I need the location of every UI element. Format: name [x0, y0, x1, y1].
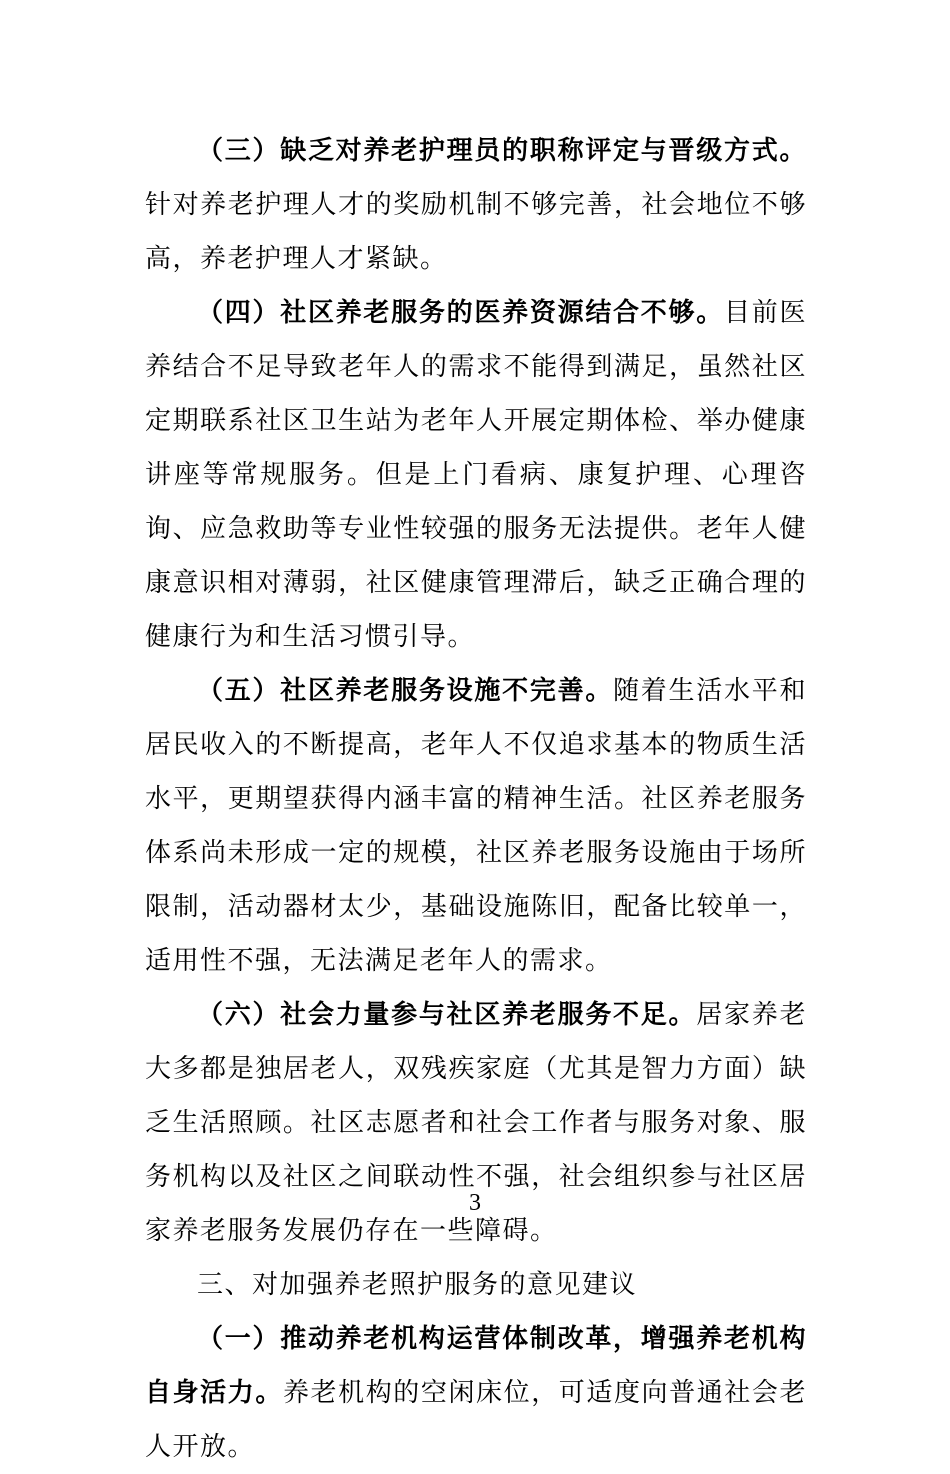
paragraph-5: [145, 664, 807, 988]
paragraph-4-body: 目前医养结合不足导致老年人的需求不能得到满足，虽然社区定期联系社区卫生站为老年人开展定期体检、举办健康讲座等常规服务。但是上门看病、康复护理、心理咨询、应急救助等专业性较强的服务无法提供。老年人健康意识相对薄弱，社区健康管理滞后，缺乏正确合理的健康行为和生活习惯引导。: [145, 298, 807, 652]
paragraph-5-body: 随着生活水平和居民收入的不断提高，老年人不仅追求基本的物质生活水平，更期望获得内涵丰富的精神生活。社区养老服务体系尚未形成一定的规模，社区养老服务设施由于场所限制，活动器材太少，基础设施陈旧，配备比较单一，适用性不强，无法满足老年人的需求。: [145, 676, 807, 976]
page-number: 3: [469, 1190, 481, 1216]
paragraph-4-lead: （四）社区养老服务的医养资源结合不够。: [197, 298, 724, 328]
section-heading: 三、对加强养老照护服务的意见建议: [197, 1270, 638, 1300]
paragraph-6-body: 居家养老大多都是独居老人，双残疾家庭（尤其是智力方面）缺乏生活照顾。社区志愿者和社会工作者与服务对象、服务机构以及社区之间联动性不强，社会组织参与社区居家养老服务发展仍存在一些障碍。: [145, 1000, 807, 1246]
paragraph-suggestion-1: [145, 1312, 807, 1474]
paragraph-3-body: 针对养老护理人才的奖励机制不够完善，社会地位不够高，养老护理人才紧缺。: [145, 190, 807, 274]
document-page: [145, 124, 807, 1474]
paragraph-3: [145, 124, 807, 286]
paragraph-3-lead: （三）缺乏对养老护理员的职称评定与晋级方式。: [197, 136, 807, 166]
paragraph-5-lead: （五）社区养老服务设施不完善。: [197, 676, 614, 706]
paragraph-suggestion-1-body: 养老机构的空闲床位，可适度向普通社会老人开放。: [145, 1378, 807, 1462]
paragraph-4: [145, 286, 807, 664]
paragraph-6-lead: （六）社会力量参与社区养老服务不足。: [197, 1000, 697, 1030]
paragraph-suggestion-1-lead: （一）推动养老机构运营体制改革，增强养老机构自身活力。: [145, 1324, 807, 1408]
